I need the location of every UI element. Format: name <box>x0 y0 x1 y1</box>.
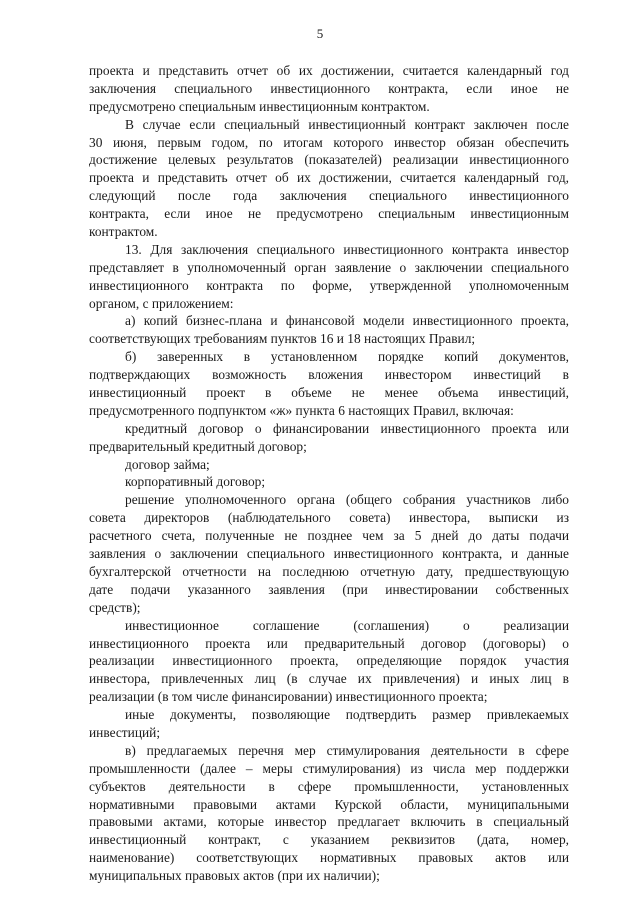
text-line: дате подачи указанного заявления (при инвестировании собственных <box>89 581 569 597</box>
text-line: инвестиционного контракта по форме, утвержденной уполномоченным <box>89 277 569 293</box>
text-line: инвестиционного проекта или предварительный договор (договоры) о <box>89 635 569 651</box>
paragraph <box>89 706 569 742</box>
paragraph <box>89 617 569 706</box>
text-line: заключения специального инвестиционного контракта, если иное не <box>89 80 569 96</box>
text-line: следующий после года заключения специального инвестиционного <box>89 188 569 204</box>
text-line: представляет в уполномоченный орган заявление о заключении специального <box>89 259 569 275</box>
paragraph <box>89 241 569 313</box>
document-body <box>89 62 569 885</box>
text-line: иные документы, позволяющие подтвердить размер привлекаемых <box>125 707 569 723</box>
paragraph <box>89 420 569 456</box>
text-line: предусмотренного подпунктом «ж» пункта 6 настоящих Правил, включая: <box>89 402 514 418</box>
text-line: договор займа; <box>125 456 210 472</box>
paragraph <box>89 312 569 348</box>
text-line: соответствующих требованиям пунктов 16 и 18 настоящих Правил; <box>89 331 476 347</box>
text-line: контракта, если иное не предусмотрено специальным инвестиционным <box>89 206 569 222</box>
paragraph <box>89 62 569 116</box>
text-line: инвестиционное соглашение (соглашения) о реализации <box>125 617 569 633</box>
text-line: бухгалтерской отчетности на последнюю отчетную дату, предшествующую <box>89 563 569 579</box>
page-number: 5 <box>316 26 324 41</box>
text-line: муниципальных правовых актов (при их наличии); <box>89 868 380 884</box>
text-line: 13. Для заключения специального инвестиционного контракта инвестор <box>125 241 569 257</box>
text-line: инвестора, привлеченных лиц (в случае их привлечения) и иных лиц в <box>89 671 569 687</box>
text-line: проекта и представить отчет об их достижении, считается календарный год, <box>89 170 569 186</box>
text-line: контрактом. <box>89 224 158 240</box>
text-line: инвестиционный контракт, с указанием реквизитов (дата, номер, <box>89 832 569 848</box>
text-line: совета директоров (наблюдательного совета) инвестора, выписки из <box>89 510 569 526</box>
text-line: заявления о заключении специального инвестиционного контракта, и данные <box>89 546 569 562</box>
text-line: в) предлагаемых перечня мер стимулирования деятельности в сфере <box>125 742 569 758</box>
text-line: подтверждающих возможность вложения инвестором инвестиций в <box>89 367 569 383</box>
text-line: 30 июня, первым годом, по итогам которого инвестор обязан обеспечить <box>89 134 569 150</box>
text-line: средств); <box>89 599 141 615</box>
text-line: наименование) соответствующих нормативных правовых актов или <box>89 850 569 866</box>
text-line: расчетного счета, полученные не позднее чем за 5 дней до даты подачи <box>89 528 569 544</box>
text-line: достижение целевых результатов (показателей) реализации инвестиционного <box>89 152 569 168</box>
text-line: кредитный договор о финансировании инвестиционного проекта или <box>125 420 569 436</box>
text-line: реализации (в том числе финансировании) инвестиционного проекта; <box>89 689 488 705</box>
text-line: правовыми актами, которые инвестор предлагает включить в специальный <box>89 814 569 830</box>
paragraph <box>89 116 569 241</box>
text-line: инвестиционный проект в объеме не менее объема инвестиций, <box>89 385 569 401</box>
paragraph <box>89 491 569 616</box>
text-line: предварительный кредитный договор; <box>89 438 307 454</box>
text-line: а) копий бизнес-плана и финансовой модели инвестиционного проекта, <box>125 313 569 329</box>
text-line: промышленности (далее – меры стимулирования) из числа мер поддержки <box>89 760 569 776</box>
text-line: реализации инвестиционного проекта, определяющие порядок участия <box>89 653 569 669</box>
paragraph <box>89 348 569 420</box>
text-line: решение уполномоченного органа (общего собрания участников либо <box>125 492 569 508</box>
paragraph <box>89 473 569 491</box>
text-line: В случае если специальный инвестиционный контракт заключен после <box>125 116 569 132</box>
paragraph <box>89 742 569 885</box>
text-line: органом, с приложением: <box>89 295 234 311</box>
text-line: корпоративный договор; <box>125 474 266 490</box>
text-line: предусмотрено специальным инвестиционным контрактом. <box>89 98 430 114</box>
text-line: проекта и представить отчет об их достижении, считается календарный год <box>89 63 569 78</box>
text-line: субъектов деятельности в сфере промышленности, установленных <box>89 778 569 794</box>
text-line: инвестиций; <box>89 724 161 740</box>
text-line: б) заверенных в установленном порядке копий документов, <box>125 349 569 365</box>
paragraph <box>89 456 569 474</box>
text-line: нормативными правовыми актами Курской области, муниципальными <box>89 796 569 812</box>
